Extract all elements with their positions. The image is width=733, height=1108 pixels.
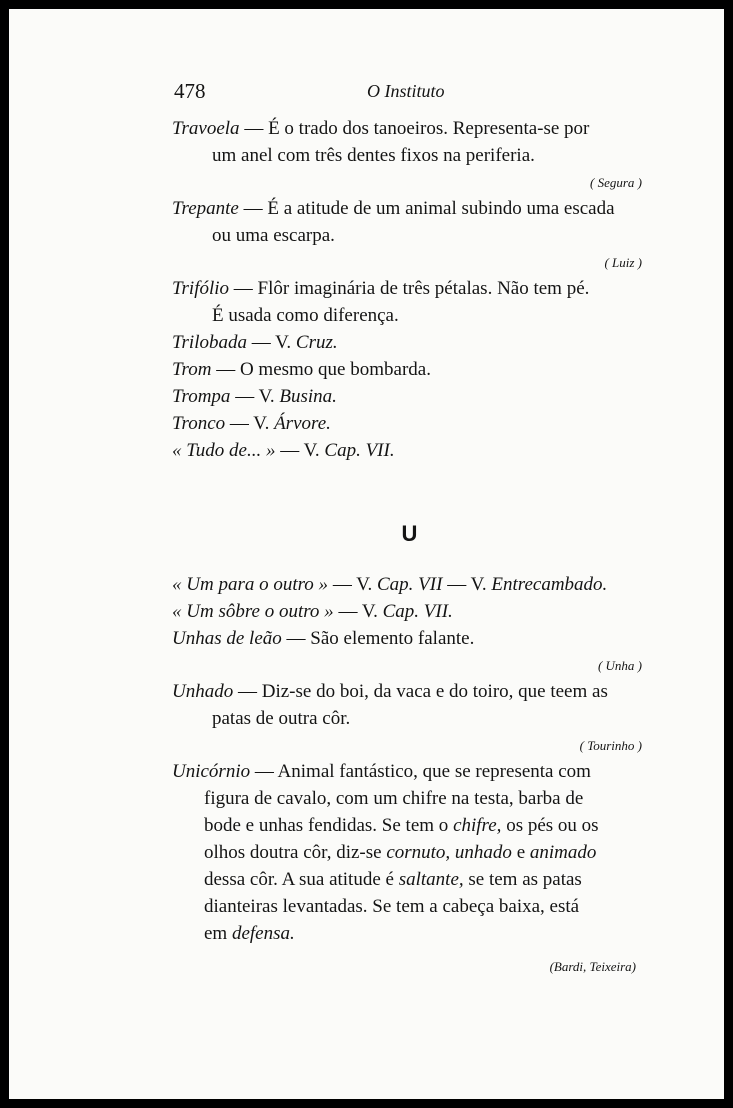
entry-term: Unicórnio: [172, 761, 251, 782]
book-page: [9, 9, 724, 1099]
page-header: [9, 79, 724, 109]
entry-source: (Bardi, Teixeira): [549, 959, 636, 974]
entry-text-continued: um anel com três dentes fixos na periferia.: [212, 145, 535, 166]
entry-text: — O mesmo que bombarda.: [211, 359, 431, 380]
section-heading-u: U: [401, 521, 418, 546]
entry-term: « Um para o outro »: [172, 574, 329, 595]
entry-text-continued: [172, 839, 652, 866]
entry-term: Trom: [172, 359, 212, 380]
entry-term: Unhas de leão: [172, 628, 282, 649]
cross-reference: Cap. VII.: [382, 601, 453, 622]
cross-reference: Cap. VII: [377, 574, 443, 595]
entry-text-continued: dianteiras levantadas. Se tem a cabeça baixa, está: [204, 896, 580, 917]
italic-term: animado: [529, 842, 597, 863]
entry-text: — V.: [442, 574, 492, 595]
page-body: [172, 115, 652, 979]
entry-text: — V.: [230, 386, 280, 407]
entry-text: — Animal fantástico, que se representa com: [250, 761, 591, 782]
entry-text-continued: patas de outra côr.: [212, 708, 351, 729]
entry-text-continued: É usada como diferença.: [212, 305, 399, 326]
cross-reference: Árvore.: [274, 413, 331, 434]
entry-trompa: [172, 383, 652, 410]
entry-tudo-de: [172, 437, 652, 464]
cross-reference: Cruz.: [295, 332, 338, 353]
italic-term: chifre,: [453, 815, 502, 836]
entry-trepante: [172, 195, 652, 275]
cross-reference: Cap. VII.: [324, 440, 395, 461]
text-run: os pés ou os: [501, 815, 599, 836]
italic-term: cornuto, unhado: [386, 842, 512, 863]
entry-term: « Um sôbre o outro »: [172, 601, 334, 622]
entry-text: — São elemento falante.: [281, 628, 475, 649]
text-run: dessa côr. A sua atitude é: [204, 869, 399, 890]
entry-text: — Flôr imaginária de três pétalas. Não tem pé.: [229, 278, 590, 299]
entry-term: « Tudo de... »: [172, 440, 276, 461]
entry-text-continued: [172, 812, 652, 839]
entry-text-continued: figura de cavalo, com um chifre na testa, barba de: [204, 788, 584, 809]
entry-text: — É a atitude de um animal subindo uma escada: [238, 198, 615, 219]
entry-trom: [172, 356, 652, 383]
entry-text: — V.: [246, 332, 296, 353]
entry-um-para-o-outro: [172, 571, 652, 598]
entry-term: Tronco: [172, 413, 226, 434]
entry-term: Trifólio: [172, 278, 230, 299]
entry-text: — V.: [275, 440, 325, 461]
running-title: O Instituto: [367, 81, 445, 101]
entry-text-continued: ou uma escarpa.: [212, 225, 335, 246]
entry-source: ( Unha ): [597, 658, 642, 673]
text-run: olhos doutra côr, diz-se: [204, 842, 387, 863]
entry-source: ( Tourinho ): [579, 738, 642, 753]
text-run: bode e unhas fendidas. Se tem o: [204, 815, 454, 836]
entry-text: — V.: [225, 413, 275, 434]
entry-trilobada: [172, 329, 652, 356]
entry-source: ( Segura ): [590, 175, 642, 190]
entry-travoela: [172, 115, 652, 195]
entry-text-continued: [172, 920, 652, 947]
entry-term: Travoela: [172, 118, 240, 139]
entry-text: — V.: [328, 574, 377, 595]
entry-unicornio: [172, 758, 652, 979]
entry-tronco: [172, 410, 652, 437]
entry-unhas-de-leao: [172, 625, 652, 678]
entry-term: Trilobada: [172, 332, 247, 353]
text-run: se tem as patas: [463, 869, 582, 890]
entry-source: ( Luiz ): [604, 255, 642, 270]
text-run: em: [204, 923, 232, 944]
italic-term: saltante,: [398, 869, 464, 890]
entry-term: Trepante: [172, 198, 239, 219]
entry-text: — É o trado dos tanoeiros. Representa-se por: [239, 118, 590, 139]
entry-unhado: [172, 678, 652, 758]
entry-text-continued: [172, 866, 652, 893]
italic-term: defensa.: [231, 923, 295, 944]
page-number: 478: [174, 79, 206, 103]
text-run: e: [511, 842, 530, 863]
entry-um-sobre-o-outro: [172, 598, 652, 625]
entry-text: — Diz-se do boi, da vaca e do toiro, que teem as: [233, 681, 608, 702]
cross-reference: Entrecambado.: [491, 574, 608, 595]
entry-term: Unhado: [172, 681, 234, 702]
entry-text: — V.: [333, 601, 383, 622]
entry-term: Trompa: [172, 386, 231, 407]
cross-reference: Busina.: [279, 386, 337, 407]
entry-trifolio: [172, 275, 652, 329]
